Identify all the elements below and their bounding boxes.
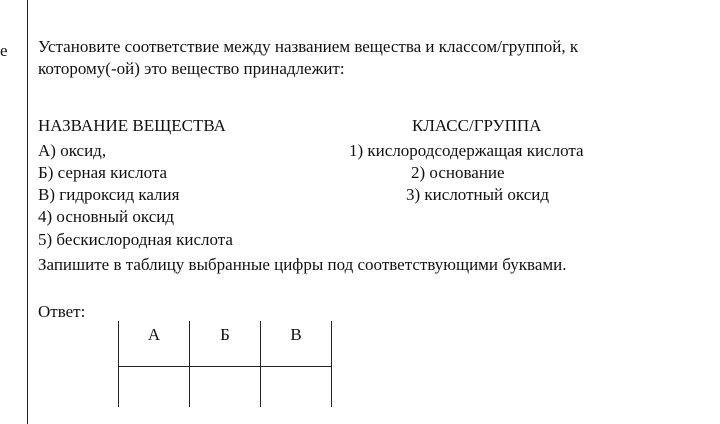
instruction-line-1: Установите соответствие между названием вещества и классом/группой, к — [38, 37, 579, 56]
answer-table-header-row — [119, 321, 332, 367]
answer-cell-a[interactable] — [119, 367, 190, 408]
classes-header: КЛАСС/ГРУППА — [412, 116, 542, 135]
table-instruction: Запишите в таблицу выбранные цифры под соответствующими буквами. — [38, 255, 567, 274]
answer-header-v: В — [261, 321, 332, 367]
substance-item-b: Б) серная кислота — [38, 163, 168, 182]
answer-cell-b[interactable] — [190, 367, 261, 408]
substance-item-a: А) оксид, — [38, 141, 107, 160]
class-item-2: 2) основание — [411, 163, 505, 182]
answer-header-b: Б — [190, 321, 261, 367]
substance-item-v: В) гидроксид калия — [38, 185, 180, 204]
class-item-3: 3) кислотный оксид — [406, 185, 549, 204]
substances-header: НАЗВАНИЕ ВЕЩЕСТВА — [38, 116, 226, 135]
class-item-4: 4) основный оксид — [38, 207, 174, 226]
class-item-5: 5) бескислородная кислота — [38, 230, 233, 249]
instruction-line-2: которому(-ой) это вещество принадлежит: — [38, 59, 345, 78]
answer-label: Ответ: — [38, 302, 86, 321]
answer-table — [118, 321, 332, 407]
left-margin-rule — [27, 0, 28, 424]
answer-header-a: А — [119, 321, 190, 367]
answer-table-value-row — [119, 367, 332, 408]
cropped-edge-text: е — [0, 41, 8, 60]
answer-cell-v[interactable] — [261, 367, 332, 408]
class-item-1: 1) кислородсодержащая кислота — [349, 141, 584, 160]
